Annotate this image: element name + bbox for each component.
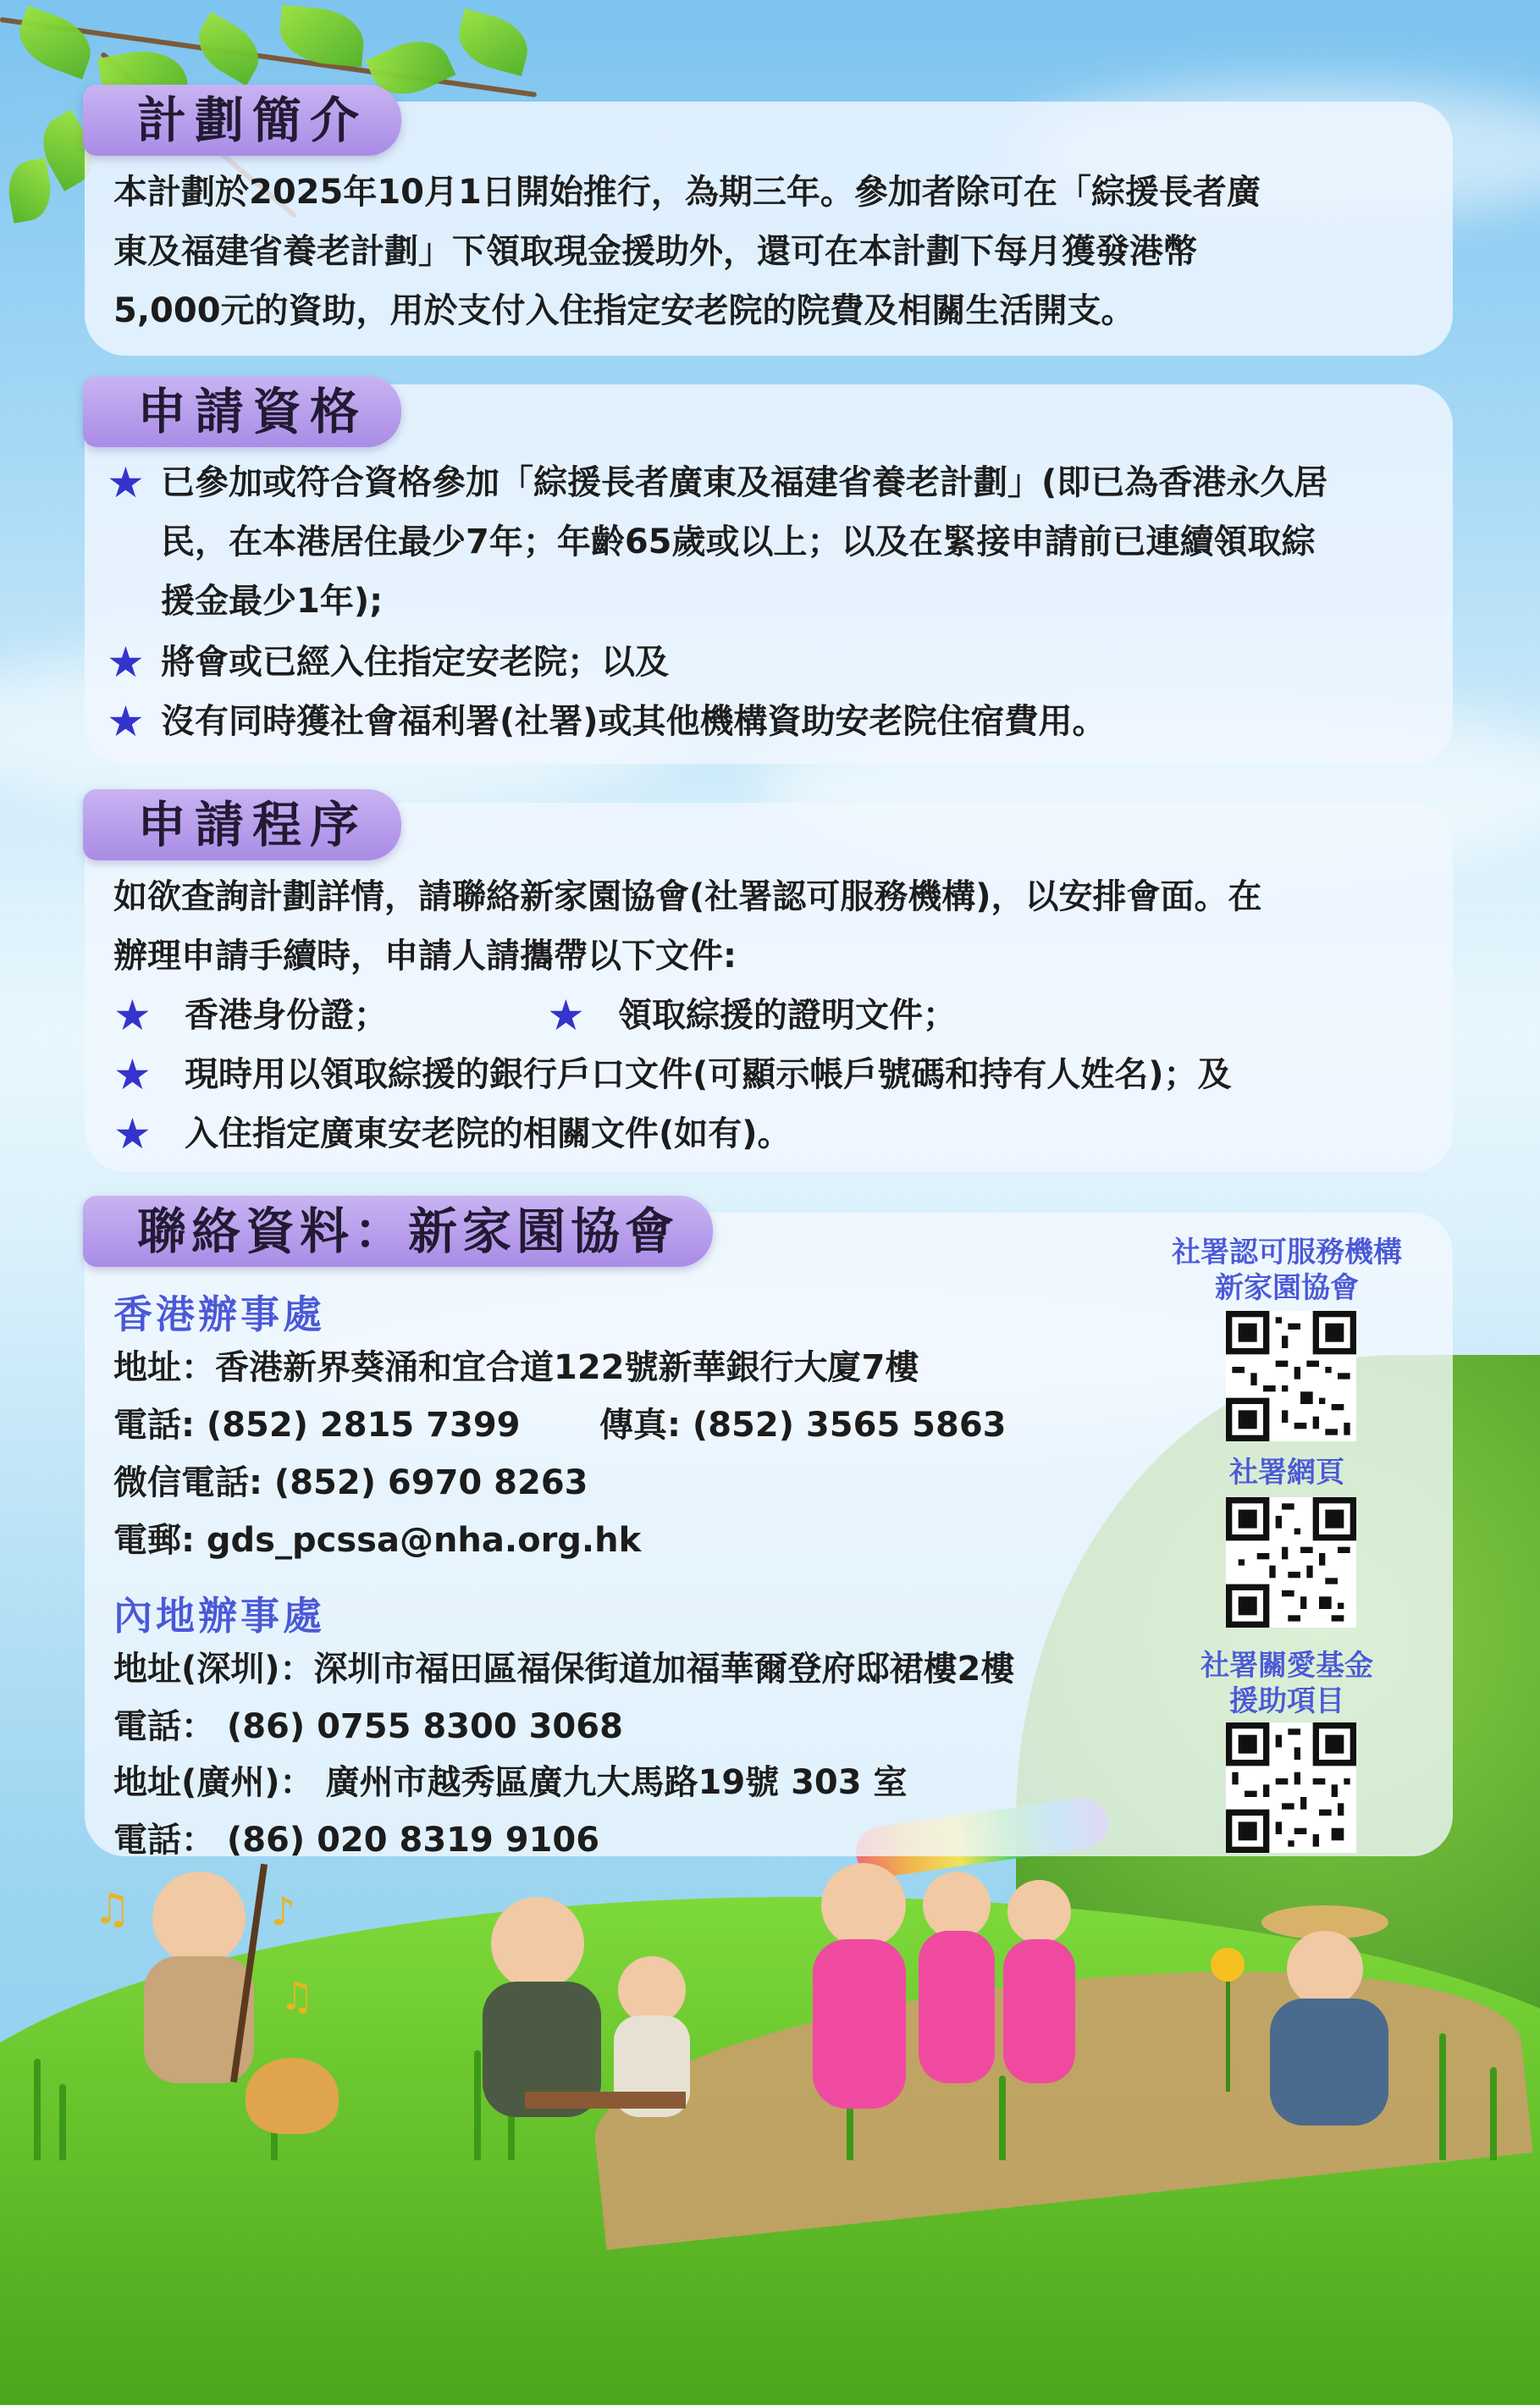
shenzhen-phone[interactable]: 電話： (86) 0755 8300 3068: [113, 1707, 623, 1746]
qr-2-label-1: 社署網頁: [1229, 1456, 1344, 1490]
hk-office-email[interactable]: 電郵: gds_pcssa@nha.org.hk: [113, 1521, 642, 1560]
mainland-office-heading: 內地辦事處: [113, 1593, 325, 1639]
hk-office-wechat[interactable]: 微信電話: (852) 6970 8263: [113, 1463, 588, 1502]
qr-3-label-1: 社署關愛基金: [1201, 1649, 1373, 1683]
intro-line-3: 5,000元的資助，用於支付入住指定安老院的院費及相關生活開支。: [113, 291, 1135, 330]
intro-line-1: 本計劃於2025年10月1日開始推行，為期三年。參加者除可在「綜援長者廣: [113, 173, 1261, 212]
qr-3-label-2: 援助項目: [1229, 1684, 1344, 1718]
eligibility-item-1-line-2: 民，在本港居住最少7年；年齡65歲或以上；以及在緊接申請前已連續領取綜: [161, 522, 1316, 561]
eligibility-item-3: 沒有同時獲社會福利署(社署)或其他機構資助安老院住宿費用。: [161, 702, 1107, 741]
dog-illustration: [246, 2058, 339, 2134]
music-note-icon: ♫: [93, 1884, 131, 1933]
music-note-icon: ♫: [279, 1973, 315, 2019]
star-icon: ★: [107, 638, 145, 687]
qr-1-label-1: 社署認可服務機構: [1172, 1236, 1402, 1269]
star-icon: ★: [113, 1109, 152, 1158]
intro-line-2: 東及福建省養老計劃」下領取現金援助外，還可在本計劃下每月獲發港幣: [113, 232, 1197, 271]
qr-code-icon[interactable]: [1226, 1311, 1356, 1441]
procedure-doc-3: 現時用以領取綜援的銀行戶口文件(可顯示帳戶號碼和持有人姓名)；及: [185, 1055, 1232, 1094]
eligibility-item-1-line-3: 援金最少1年);: [161, 582, 384, 621]
procedure-section-title: 申請程序: [83, 789, 401, 860]
contact-section-title: 聯絡資料：新家園協會: [83, 1196, 713, 1267]
star-icon: ★: [547, 991, 585, 1040]
gardener-illustration: [1211, 1905, 1431, 2142]
hk-office-address: 地址：香港新界葵涌和宜合道122號新華銀行大廈7樓: [113, 1348, 919, 1387]
procedure-doc-2: 領取綜援的證明文件；: [618, 996, 957, 1035]
hk-office-heading: 香港辦事處: [113, 1291, 325, 1337]
shenzhen-address: 地址(深圳)：深圳市福田區福保街道加福華爾登府邸裙樓2樓: [113, 1650, 1015, 1689]
procedure-line-1: 如欲查詢計劃詳情，請聯絡新家園協會(社署認可服務機構)，以安排會面。在: [113, 877, 1262, 916]
star-icon: ★: [107, 458, 145, 507]
star-icon: ★: [113, 1050, 152, 1099]
procedure-doc-1: 香港身份證；: [185, 996, 388, 1035]
chess-players-illustration: [457, 1897, 694, 2151]
dancing-grandmothers-illustration: [804, 1812, 1084, 2134]
qr-code-icon[interactable]: [1226, 1722, 1356, 1853]
procedure-line-2: 辦理申請手續時，申請人請攜帶以下文件:: [113, 937, 737, 976]
qr-1-label-2: 新家園協會: [1215, 1271, 1359, 1305]
procedure-doc-4: 入住指定廣東安老院的相關文件(如有)。: [185, 1114, 792, 1153]
hk-office-phone[interactable]: 電話: (852) 2815 7399: [113, 1406, 521, 1445]
guangzhou-address: 地址(廣州)： 廣州市越秀區廣九大馬路19號 303 室: [113, 1763, 908, 1802]
music-note-icon: ♪: [271, 1888, 296, 1934]
qr-code-icon[interactable]: [1226, 1497, 1356, 1628]
star-icon: ★: [113, 991, 152, 1040]
hk-office-fax: 傳真: (852) 3565 5863: [599, 1406, 1007, 1445]
eligibility-item-2: 將會或已經入住指定安老院；以及: [161, 643, 669, 682]
star-icon: ★: [107, 697, 145, 746]
eligibility-section-title: 申請資格: [83, 376, 401, 447]
intro-section-title: 計劃簡介: [83, 85, 401, 156]
guangzhou-phone[interactable]: 電話： (86) 020 8319 9106: [113, 1821, 600, 1860]
eligibility-item-1-line-1: 已參加或符合資格參加「綜援長者廣東及福建省養老計劃」(即已為香港永久居: [161, 463, 1328, 502]
